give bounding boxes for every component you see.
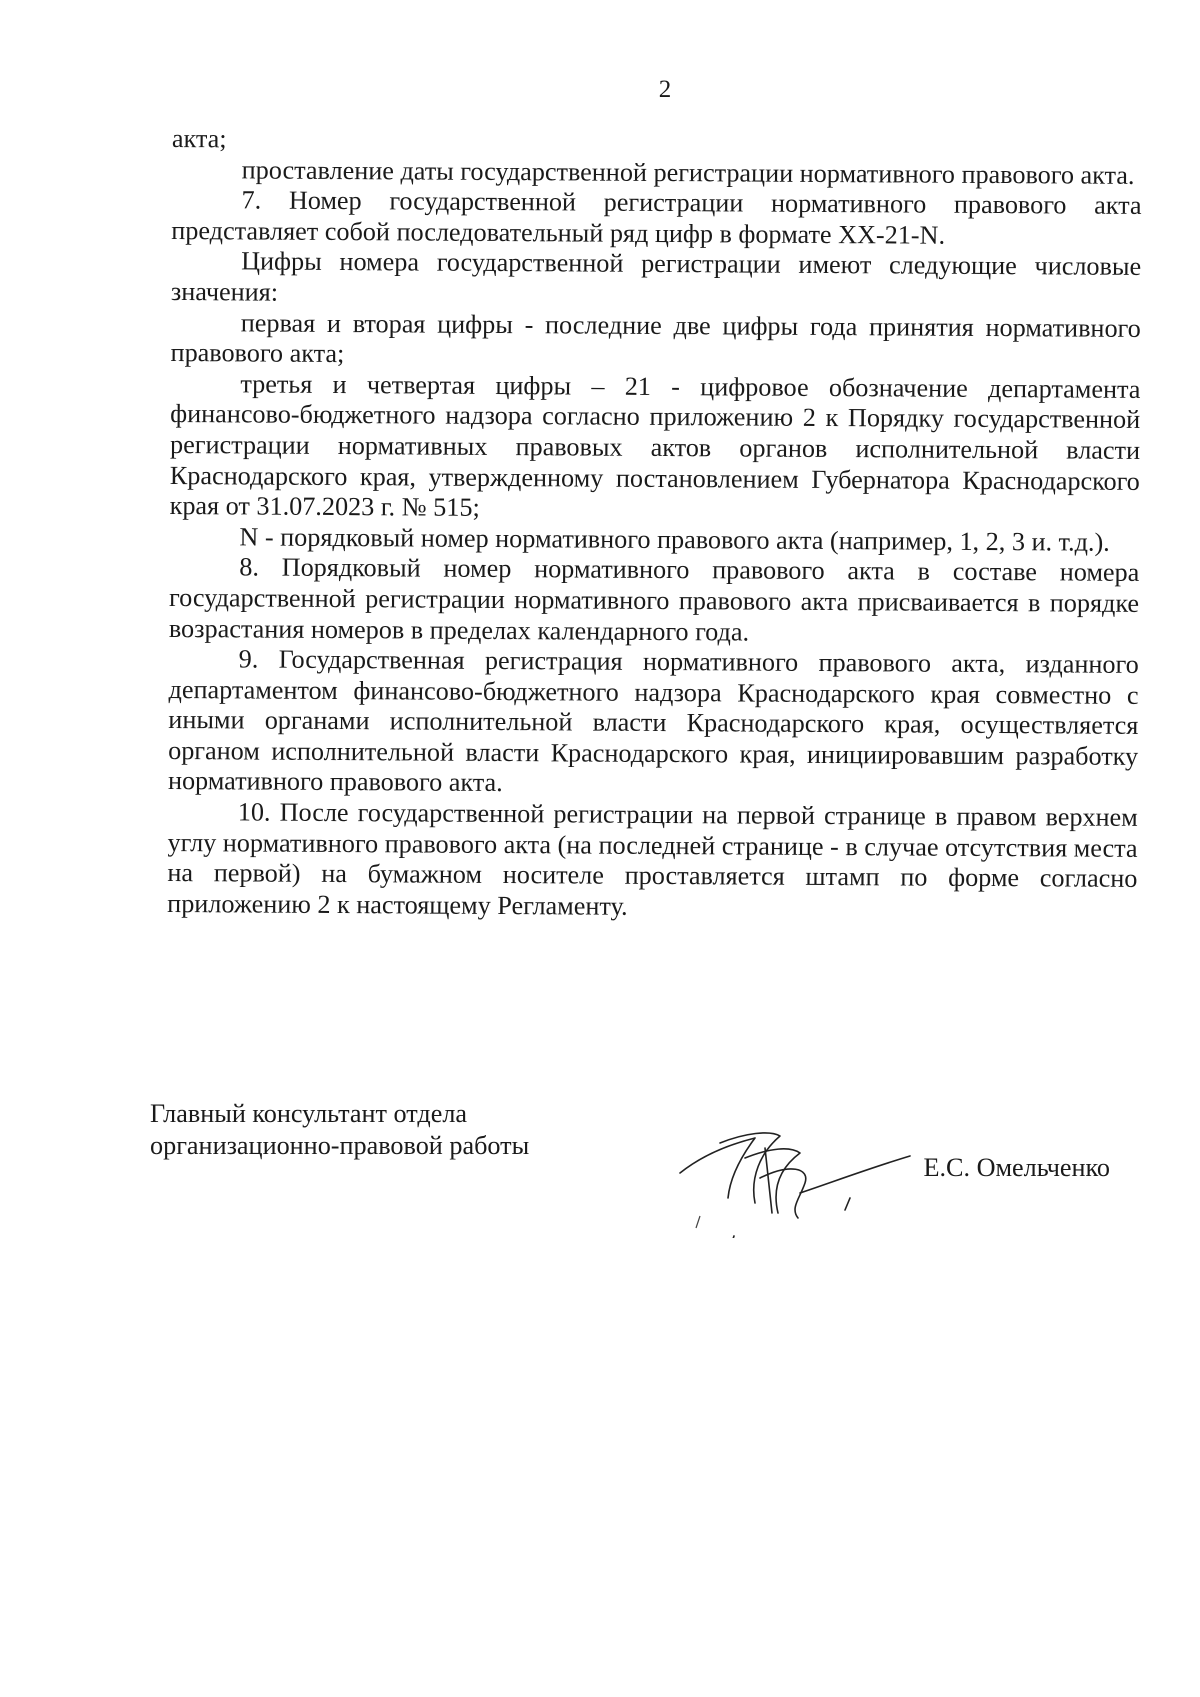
paragraph: N - порядковый номер нормативного правового акта (например, 1, 2, 3 и. т.д.). [239, 522, 1110, 557]
paragraph: первая и вторая цифры - последние две цифры года принятия нормативного правового акта; [170, 307, 1141, 369]
signature-block [150, 1098, 1130, 1238]
paragraph: 8. Порядковый номер нормативного правового акта в составе номера государственной регистрации нормативного правового акта присваивается в порядке возрастания номеров в пределах календарного года. [168, 552, 1140, 647]
signatory-title [150, 1098, 529, 1162]
signatory-title-line: организационно-правовой работы [150, 1131, 530, 1160]
signatory-name: Е.С. Омельченко [923, 1153, 1110, 1182]
paragraph: 9. Государственная регистрация нормативного правового акта, изданного департаментом финансово-бюджетного надзора Краснодарского края совместно с иными органами исполнительной власти Краснодарского края, осуществляется органом исполнительной власти Краснодарского края, инициировавшим разработку нормативного правового акта. [167, 644, 1139, 798]
page-number: 2 [658, 76, 672, 103]
paragraph: 10. После государственной регистрации на первой странице в правом верхнем углу нормативного правового акта (на последней странице - в случае отсутствия места на первой) на бумажном носителе проставляется штамп по форме согласно приложению 2 к настоящему Регламенту. [167, 797, 1138, 921]
paragraph: проставление даты государственной регистрации нормативного правового акта. [241, 155, 1135, 190]
document-body [167, 124, 1142, 925]
paragraph: акта; [171, 124, 227, 154]
signatory-title-line: Главный консультант отдела [150, 1099, 468, 1128]
paragraph: третья и четвертая цифры – 21 - цифровое обозначение департамента финансово-бюджетного надзора согласно приложению 2 к Порядку государственной регистрации нормативных правовых актов органов исполнительной власти Краснодарского края, утвержденному постановлением Губернатора Краснодарского края от 31.07.2023 г. № 515; [169, 369, 1141, 523]
paragraph: Цифры номера государственной регистрации имеют следующие числовые значения: [170, 246, 1142, 307]
paragraph: 7. Номер государственной регистрации нормативного правового акта представляет собой последовательный ряд цифр в формате XX-21-N. [171, 185, 1142, 250]
